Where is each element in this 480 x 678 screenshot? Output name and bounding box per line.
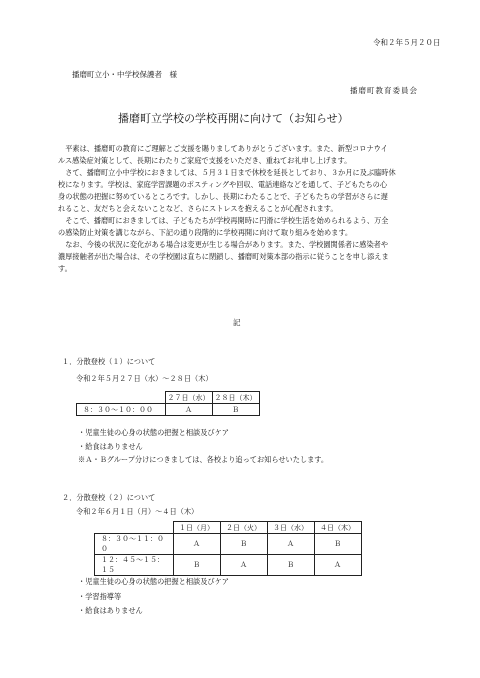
table-header: ２日（火） [220,522,267,534]
table-header-row [77,392,260,404]
bullet-item: ・児童生徒の心身の状態の把握と相談及びケア [78,577,229,586]
body-line: ルス感染症対策として、長期にわたりご家庭で支援をいただき、重ねてお礼申し上げます。 [58,156,352,165]
bullet-item: ・給食はありません [78,606,143,615]
document-date: 令和２年５月２０日 [373,38,441,47]
body-line: 身の状態の把握に努めているところです。しかし、長期にわたることで、子どもたちの学習がさらに遅 [58,192,388,201]
table-header: ２７日（水） [165,392,212,404]
time-cell: １２：４５～１５：１５ [95,555,174,576]
addressee: 播磨町立小・中学校保護者 様 [72,70,177,79]
table-row [95,555,362,576]
section2-period: 令和２年６月１日（月）～４日（木） [76,507,199,516]
body-line: れること、友だちと会えないことなど、さらにストレスを抱えることが心配されます。 [58,204,338,213]
table-header: ４日（木） [314,522,361,534]
group-cell: Ｂ [220,534,267,555]
body-line: す。 [58,264,72,273]
body-line: 校になります。学校は、家庭学習課題のポスティングや回収、電話連絡などを通して、子どもたちの心 [58,180,388,189]
table-header: ２８日（木） [212,392,259,404]
group-cell: Ａ [267,534,314,555]
table-row [77,404,260,416]
section1-heading: １．分散登校（１）について [62,357,156,366]
time-cell: ８：３０～１０：００ [77,404,166,416]
body-line: の感染防止対策を講じながら、下記の通り段階的に学校再開に向けて取り組みを始めます。 [58,228,353,237]
group-cell: Ａ [220,555,267,576]
bullet-item: ・給食はありません [78,442,143,451]
body-line: さて、播磨町立小中学校におきましては、５月３１日まで休校を延長としており、３か月に及ぶ臨時休 [58,168,396,177]
sender: 播磨町教育委員会 [350,86,418,95]
page-title: 播磨町立学校の学校再開に向けて（お知らせ） [118,112,349,125]
table-row [95,534,362,555]
group-cell: Ａ [314,555,361,576]
group-cell: Ａ [165,404,212,416]
section2-heading: ２．分散登校（２）について [62,493,156,502]
table-header: ３日（水） [267,522,314,534]
body-line: 濃厚接触者が出た場合は、その学校園は直ちに閉鎖し、播磨町対策本部の指示に従うことを申し添えま [58,252,389,261]
group-cell: Ｂ [314,534,361,555]
section1-period: 令和２年５月２７日（水）～２８日（木） [76,374,213,383]
group-cell: Ａ [173,534,220,555]
body-text [58,143,396,275]
schedule-table-1 [76,391,260,416]
time-cell: ８：３０～１１：００ [95,534,174,555]
bullet-item: ・児童生徒の心身の状態の把握と相談及びケア [78,428,229,437]
bullet-item: ・学習指導等 [78,592,122,601]
schedule-table-2 [94,521,362,576]
grouping-note: ※Ａ・Ｂグループ分けにつきましては、各校より追ってお知らせいたします。 [78,455,329,464]
ki-marker: 記 [233,318,241,327]
table-header-row [95,522,362,534]
table-header: １日（月） [173,522,220,534]
body-line: 平素は、播磨町の教育にご理解とご支援を賜りましてありがとうございます。また、新型コロナウイ [58,144,388,153]
group-cell: Ｂ [212,404,259,416]
group-cell: Ｂ [267,555,314,576]
body-line: そこで、播磨町におきましては、子どもたちが学校再開時に円滑に学校生活を始められるよう、万全 [58,216,389,225]
body-line: なお、今後の状況に変化がある場合は変更が生じる場合があります。また、学校園関係者に感染者や [58,240,389,249]
group-cell: Ｂ [173,555,220,576]
